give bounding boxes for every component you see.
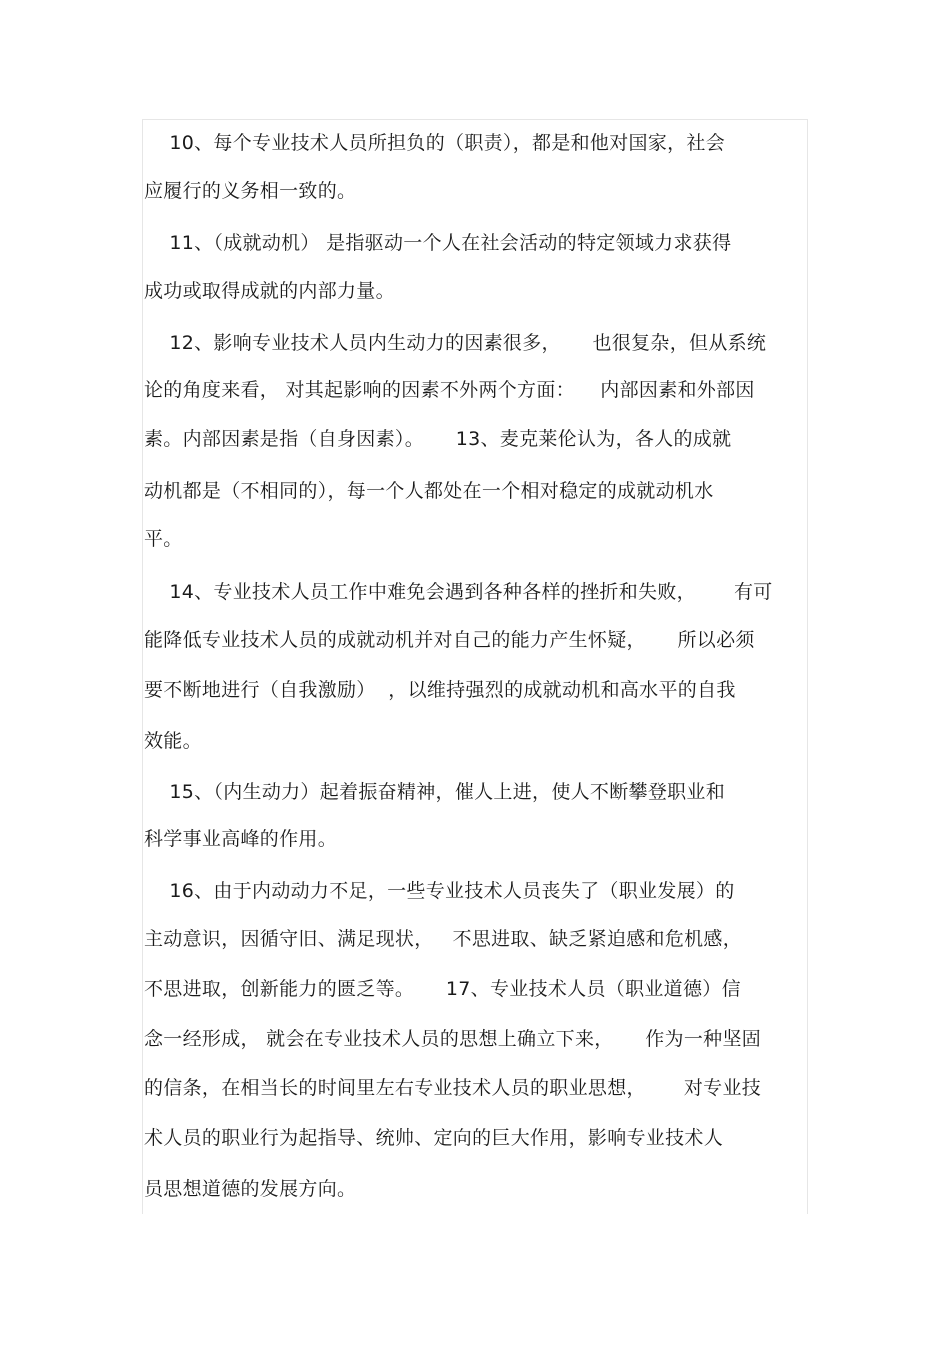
line-20: 的信条，在相当长的时间里左右专业技术人员的职业思想， 对专业技 (144, 1077, 762, 1099)
line-16: 16、由于内动动力不足，一些专业技术人员丧失了（职业发展）的 (144, 880, 735, 902)
line-7: 素。内部因素是指（自身因素）。 13、麦克莱伦认为，各人的成就 (144, 428, 732, 450)
line-5: 12、影响专业技术人员内生动力的因素很多， 也很复杂，但从系统 (144, 332, 767, 354)
line-12: 要不断地进行（自我激励） ，以维持强烈的成就动机和高水平的自我 (144, 679, 736, 701)
line-21: 术人员的职业行为起指导、统帅、定向的巨大作用，影响专业技术人 (144, 1127, 724, 1149)
line-10: 14、专业技术人员工作中难免会遇到各种各样的挫折和失败， 有可 (144, 581, 773, 603)
line-8: 动机都是（不相同的），每一个人都处在一个相对稳定的成就动机水 (144, 480, 714, 502)
line-6: 论的角度来看， 对其起影响的因素不外两个方面： 内部因素和外部因 (144, 379, 755, 401)
line-9: 平。 (144, 528, 183, 550)
line-19: 念一经形成， 就会在专业技术人员的思想上确立下来， 作为一种坚固 (144, 1028, 762, 1050)
line-1: 10、每个专业技术人员所担负的（职责），都是和他对国家，社会 (144, 132, 726, 154)
line-13: 效能。 (144, 730, 202, 752)
line-2: 应履行的义务相一致的。 (144, 180, 357, 202)
line-14: 15、（内生动力）起着振奋精神，催人上进，使人不断攀登职业和 (144, 781, 726, 803)
line-4: 成功或取得成就的内部力量。 (144, 280, 395, 302)
line-22: 员思想道德的发展方向。 (144, 1178, 357, 1200)
line-15: 科学事业高峰的作用。 (144, 828, 338, 850)
line-3: 11、（成就动机） 是指驱动一个人在社会活动的特定领域力求获得 (144, 232, 732, 254)
line-18: 不思进取，创新能力的匮乏等。 17、专业技术人员（职业道德）信 (144, 978, 741, 1000)
line-17: 主动意识，因循守旧、满足现状， 不思进取、缺乏紧迫感和危机感， (144, 928, 743, 950)
line-11: 能降低专业技术人员的成就动机并对自己的能力产生怀疑， 所以必须 (144, 629, 755, 651)
